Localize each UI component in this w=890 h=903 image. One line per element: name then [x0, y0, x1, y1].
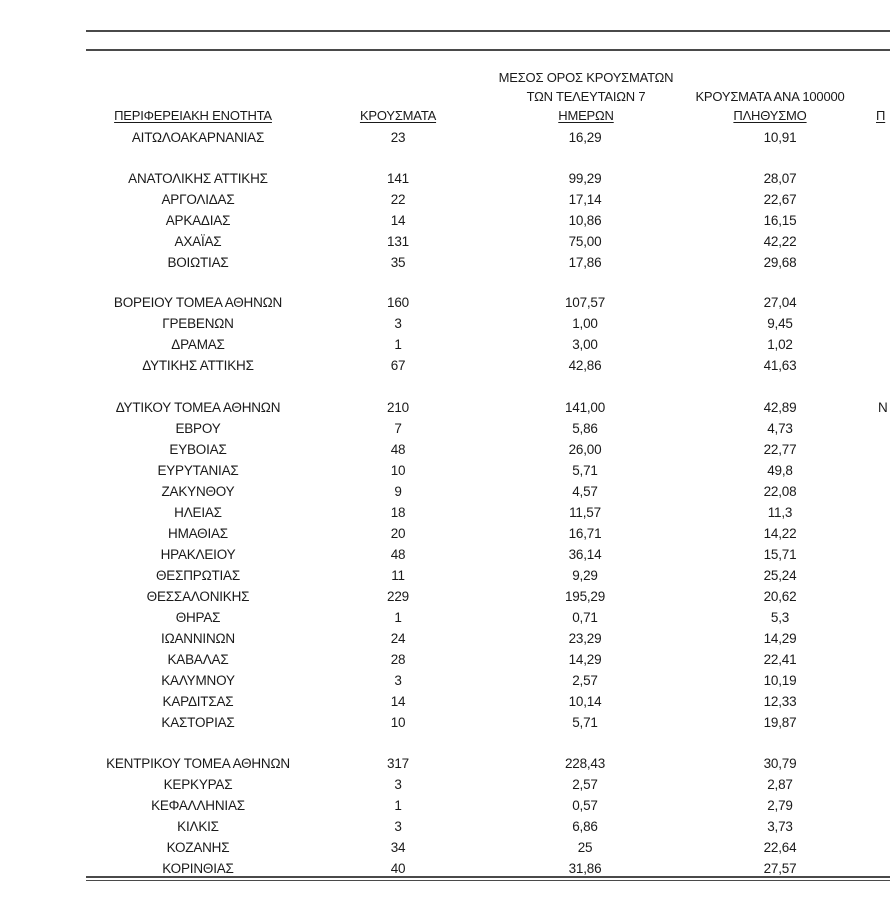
- cell-per100k: 27,57: [763, 861, 797, 876]
- cell-region: ΗΡΑΚΛΕΙΟΥ: [160, 547, 236, 562]
- cell-avg: 4,57: [572, 484, 598, 499]
- table-row: [0, 628, 890, 649]
- table-row: [0, 523, 890, 544]
- bottom-rule: [86, 876, 890, 878]
- header-region-label: ΠΕΡΙΦΕΡΕΙΑΚΗ ΕΝΟΤΗΤΑ: [114, 108, 272, 123]
- cell-region: ΚΑΡΔΙΤΣΑΣ: [162, 694, 234, 709]
- cell-per100k: 22,67: [763, 192, 797, 207]
- cell-avg: 10,14: [568, 694, 602, 709]
- table-row: [0, 544, 890, 565]
- cell-avg: 6,86: [572, 819, 598, 834]
- cell-region: ΔΥΤΙΚΟΥ ΤΟΜΕΑ ΑΘΗΝΩΝ: [115, 400, 281, 415]
- cell-extra: Ν: [878, 400, 888, 415]
- table-row: [0, 460, 890, 481]
- cell-cases: 22: [390, 192, 406, 207]
- cell-avg: 228,43: [564, 756, 606, 771]
- table-row: [0, 774, 890, 795]
- cell-region: ΒΟΙΩΤΙΑΣ: [167, 255, 229, 270]
- cell-per100k: 5,3: [770, 610, 790, 625]
- cell-cases: 14: [390, 694, 406, 709]
- cell-region: ΑΝΑΤΟΛΙΚΗΣ ΑΤΤΙΚΗΣ: [128, 171, 268, 186]
- table-row: [0, 313, 890, 334]
- cell-per100k: 29,68: [763, 255, 797, 270]
- cell-per100k: 10,19: [763, 673, 797, 688]
- cell-region: ΖΑΚΥΝΘΟΥ: [161, 484, 235, 499]
- cell-region: ΘΕΣΣΑΛΟΝΙΚΗΣ: [146, 589, 250, 604]
- table-row: [0, 712, 890, 733]
- cell-region: ΔΡΑΜΑΣ: [171, 337, 225, 352]
- cell-cases: 317: [387, 756, 409, 771]
- header-cases: [340, 106, 456, 125]
- header-top-rule: [86, 49, 890, 51]
- cell-region: ΚΙΛΚΙΣ: [177, 819, 219, 834]
- cell-cases: 1: [394, 610, 402, 625]
- table-row: [0, 334, 890, 355]
- cell-cases: 3: [394, 316, 402, 331]
- table-row: [0, 292, 890, 313]
- header-per100k: [680, 87, 860, 125]
- cell-cases: 7: [394, 421, 402, 436]
- cell-cases: 1: [394, 337, 402, 352]
- cell-region: ΚΑΒΑΛΑΣ: [167, 652, 229, 667]
- cell-avg: 17,14: [568, 192, 602, 207]
- bottom-rule-thin: [86, 880, 890, 881]
- cell-avg: 42,86: [568, 358, 602, 373]
- cell-region: ΕΒΡΟΥ: [175, 421, 221, 436]
- cell-cases: 40: [390, 861, 406, 876]
- cell-per100k: 30,79: [763, 756, 797, 771]
- cell-per100k: 20,62: [763, 589, 797, 604]
- cell-cases: 24: [390, 631, 406, 646]
- cell-per100k: 28,07: [763, 171, 797, 186]
- cell-region: ΙΩΑΝΝΙΝΩΝ: [161, 631, 235, 646]
- table-row: [0, 355, 890, 376]
- cell-region: ΗΜΑΘΙΑΣ: [168, 526, 228, 541]
- cell-region: ΓΡΕΒΕΝΩΝ: [162, 316, 234, 331]
- cell-per100k: 22,08: [763, 484, 797, 499]
- cell-cases: 14: [390, 213, 406, 228]
- table-row: [0, 565, 890, 586]
- cell-cases: 210: [387, 400, 409, 415]
- cell-region: ΚΑΣΤΟΡΙΑΣ: [161, 715, 235, 730]
- cell-avg: 99,29: [568, 171, 602, 186]
- cell-avg: 11,57: [569, 505, 601, 520]
- cell-cases: 3: [394, 777, 402, 792]
- cell-region: ΚΕΡΚΥΡΑΣ: [163, 777, 233, 792]
- table-row: [0, 231, 890, 252]
- cell-per100k: 14,22: [763, 526, 797, 541]
- cell-region: ΑΡΓΟΛΙΔΑΣ: [161, 192, 235, 207]
- table-row: [0, 837, 890, 858]
- table-row: [0, 189, 890, 210]
- cell-avg: 107,57: [564, 295, 606, 310]
- cell-cases: 131: [387, 234, 409, 249]
- cell-region: ΕΥΒΟΙΑΣ: [169, 442, 227, 457]
- cell-region: ΚΑΛΥΜΝΟΥ: [161, 673, 235, 688]
- cell-region: ΗΛΕΙΑΣ: [174, 505, 222, 520]
- table-row: [0, 252, 890, 273]
- cell-per100k: 10,91: [763, 130, 797, 145]
- cell-avg: 16,71: [568, 526, 602, 541]
- cell-avg: 5,71: [572, 715, 598, 730]
- table-row: [0, 816, 890, 837]
- cell-avg: 2,57: [572, 673, 598, 688]
- cell-cases: 160: [387, 295, 409, 310]
- cell-region: ΑΧΑΪΑΣ: [174, 234, 222, 249]
- table-row: [0, 168, 890, 189]
- cell-per100k: 42,22: [763, 234, 797, 249]
- cell-avg: 10,86: [568, 213, 602, 228]
- cell-avg: 2,57: [572, 777, 598, 792]
- cell-avg: 0,57: [572, 798, 598, 813]
- header-cases-label: ΚΡΟΥΣΜΑΤΑ: [359, 108, 437, 123]
- cell-region: ΚΕΝΤΡΙΚΟΥ ΤΟΜΕΑ ΑΘΗΝΩΝ: [106, 756, 290, 771]
- cell-per100k: 15,71: [763, 547, 797, 562]
- table-row: [0, 439, 890, 460]
- cell-per100k: 9,45: [767, 316, 793, 331]
- cell-per100k: 3,73: [767, 819, 793, 834]
- cell-region: ΑΙΤΩΛΟΑΚΑΡΝΑΝΙΑΣ: [131, 130, 265, 145]
- header-avg-line2: ΤΩΝ ΤΕΛΕΥΤΑΙΩΝ 7: [526, 89, 646, 104]
- cell-cases: 20: [390, 526, 406, 541]
- cell-per100k: 42,89: [763, 400, 797, 415]
- cell-per100k: 11,3: [767, 505, 793, 520]
- cell-region: ΘΕΣΠΡΩΤΙΑΣ: [155, 568, 241, 583]
- header-extra: [876, 106, 890, 125]
- table-row: [0, 127, 890, 148]
- cell-avg: 3,00: [572, 337, 598, 352]
- cell-avg: 195,29: [564, 589, 606, 604]
- cell-cases: 10: [390, 715, 406, 730]
- table-row: [0, 795, 890, 816]
- cell-cases: 3: [394, 819, 402, 834]
- cell-per100k: 22,64: [763, 840, 797, 855]
- cell-per100k: 12,33: [763, 694, 797, 709]
- cell-cases: 1: [394, 798, 402, 813]
- header-region: [86, 106, 300, 125]
- cell-avg: 5,71: [572, 463, 598, 478]
- cell-per100k: 2,79: [767, 798, 793, 813]
- table-row: [0, 691, 890, 712]
- cell-avg: 25: [577, 840, 593, 855]
- table-row: [0, 670, 890, 691]
- table-row: [0, 607, 890, 628]
- cell-per100k: 2,87: [767, 777, 793, 792]
- cell-per100k: 4,73: [767, 421, 793, 436]
- cell-region: ΘΗΡΑΣ: [175, 610, 221, 625]
- cell-cases: 48: [390, 442, 406, 457]
- cell-avg: 36,14: [568, 547, 602, 562]
- cell-avg: 23,29: [568, 631, 602, 646]
- cell-avg: 1,00: [572, 316, 598, 331]
- cell-cases: 229: [387, 589, 409, 604]
- cell-cases: 67: [390, 358, 406, 373]
- cell-avg: 26,00: [568, 442, 602, 457]
- cell-per100k: 16,15: [763, 213, 797, 228]
- cell-cases: 9: [394, 484, 402, 499]
- cell-avg: 31,86: [568, 861, 602, 876]
- header-avg-line3: ΗΜΕΡΩΝ: [558, 108, 614, 123]
- cell-avg: 9,29: [572, 568, 598, 583]
- cell-cases: 48: [390, 547, 406, 562]
- table-row: [0, 418, 890, 439]
- cell-cases: 141: [387, 171, 409, 186]
- header-per100k-line1: ΚΡΟΥΣΜΑΤΑ ΑΝΑ 100000: [695, 89, 845, 104]
- cell-region: ΒΟΡΕΙΟΥ ΤΟΜΕΑ ΑΘΗΝΩΝ: [113, 295, 283, 310]
- table-row: [0, 649, 890, 670]
- cell-cases: 10: [390, 463, 406, 478]
- cell-region: ΚΕΦΑΛΛΗΝΙΑΣ: [151, 798, 245, 813]
- header-avg: [486, 68, 686, 125]
- cell-avg: 141,00: [564, 400, 606, 415]
- cell-per100k: 25,24: [763, 568, 797, 583]
- table-row: [0, 502, 890, 523]
- cell-avg: 0,71: [572, 610, 598, 625]
- cell-cases: 35: [390, 255, 406, 270]
- header-avg-line1: ΜΕΣΟΣ ΟΡΟΣ ΚΡΟΥΣΜΑΤΩΝ: [498, 70, 674, 85]
- cell-per100k: 19,87: [763, 715, 797, 730]
- cell-region: ΕΥΡΥΤΑΝΙΑΣ: [157, 463, 239, 478]
- cell-cases: 18: [390, 505, 406, 520]
- table-row: [0, 481, 890, 502]
- cell-per100k: 22,77: [763, 442, 797, 457]
- header-per100k-line2: ΠΛΗΘΥΣΜΟ: [733, 108, 807, 123]
- cell-cases: 11: [391, 568, 405, 583]
- cell-per100k: 41,63: [763, 358, 797, 373]
- cell-region: ΑΡΚΑΔΙΑΣ: [165, 213, 231, 228]
- table-row: [0, 397, 890, 418]
- cell-region: ΚΟΖΑΝΗΣ: [166, 840, 230, 855]
- cell-per100k: 22,41: [763, 652, 797, 667]
- cell-cases: 34: [390, 840, 406, 855]
- cell-per100k: 27,04: [763, 295, 797, 310]
- cell-per100k: 49,8: [767, 463, 793, 478]
- table-row: [0, 753, 890, 774]
- cell-region: ΚΟΡΙΝΘΙΑΣ: [162, 861, 234, 876]
- cell-avg: 14,29: [568, 652, 602, 667]
- table-row: [0, 586, 890, 607]
- cell-per100k: 1,02: [767, 337, 793, 352]
- cell-cases: 23: [390, 130, 406, 145]
- table-row: [0, 210, 890, 231]
- cell-region: ΔΥΤΙΚΗΣ ΑΤΤΙΚΗΣ: [142, 358, 254, 373]
- top-rule: [86, 30, 890, 32]
- cell-avg: 16,29: [568, 130, 602, 145]
- cell-avg: 75,00: [568, 234, 602, 249]
- cell-cases: 28: [390, 652, 406, 667]
- header-extra-label: Π: [876, 108, 886, 123]
- cell-cases: 3: [394, 673, 402, 688]
- cell-per100k: 14,29: [763, 631, 797, 646]
- cell-avg: 17,86: [568, 255, 602, 270]
- cell-avg: 5,86: [572, 421, 598, 436]
